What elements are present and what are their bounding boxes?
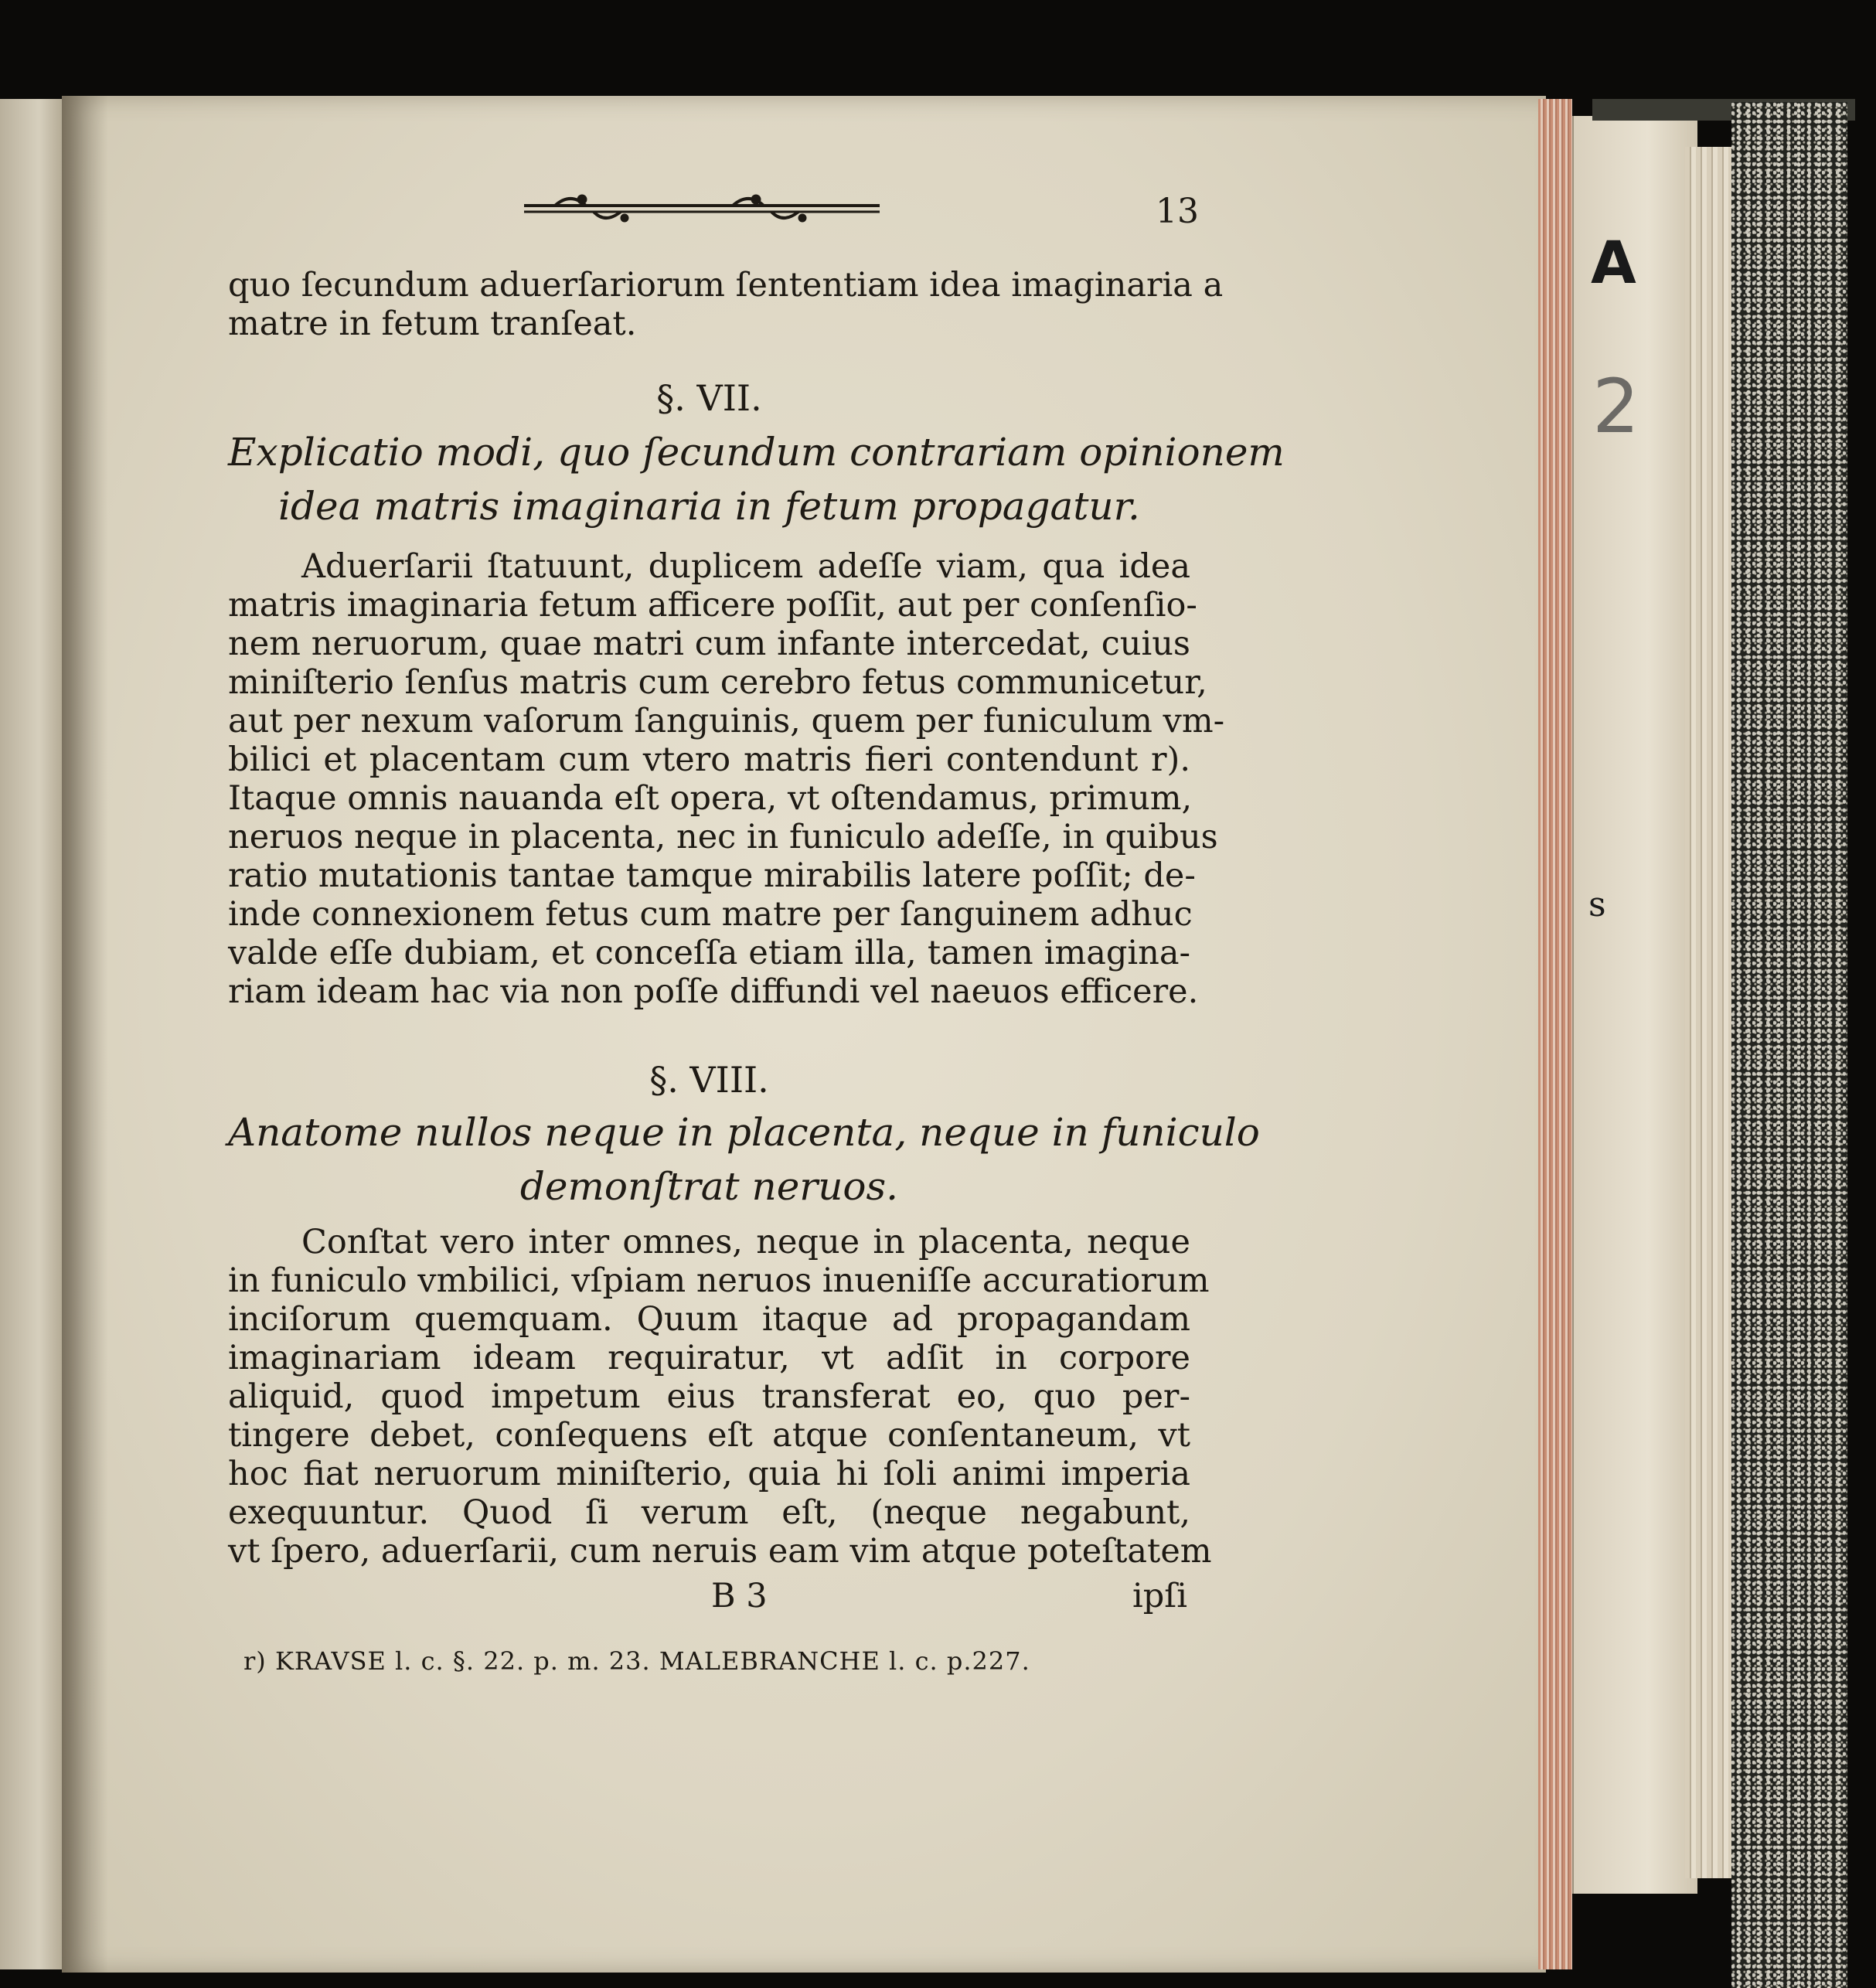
leaf-stack: [1685, 147, 1731, 1878]
text-line: Aduerſarii ſtatuunt, duplicem adeſſe viam, qua idea: [301, 547, 1190, 586]
text-line: inde connexionem fetus cum matre per ſanguinem adhuc: [228, 895, 1193, 934]
tab-handwritten-number: 2: [1592, 363, 1640, 450]
section-heading: idea matris imaginaria in fetum propagatur.: [278, 484, 1140, 529]
text-line: imaginariam ideam requiratur, vt adſit in corpore: [228, 1339, 1190, 1377]
section-number: §. VIII.: [649, 1059, 769, 1101]
text-line: aut per nexum vaſorum ſanguinis, quem per funiculum vm-: [228, 702, 1225, 740]
text-line: tingere debet, conſequens eſt atque conſentaneum, vt: [228, 1416, 1190, 1455]
text-line: inciſorum quemquam. Quum itaque ad propagandam: [228, 1300, 1190, 1339]
text-line: aliquid, quod impetum eius transferat eo, quo per-: [228, 1377, 1190, 1416]
text-line: bilici et placentam cum vtero matris fieri contendunt r).: [228, 740, 1190, 779]
text-line: quo ſecundum aduerſariorum ſententiam idea imaginaria a: [228, 266, 1224, 305]
signature-mark: B 3: [711, 1577, 768, 1615]
text-line: in funiculo vmbilici, vſpiam neruos inueniſſe accuratiorum: [228, 1261, 1210, 1300]
tab-letter: A: [1591, 228, 1636, 297]
text-line: nem neruorum, quae matri cum infante intercedat, cuius: [228, 625, 1190, 663]
text-line: Conſtat vero inter omnes, neque in placenta, neque: [301, 1223, 1190, 1261]
section-heading: Explicatio modi, quo ſecundum contrariam opinionem: [228, 430, 1285, 475]
section-heading: demonſtrat neruos.: [519, 1164, 899, 1209]
section-heading: Anatome nullos neque in placenta, neque in funiculo: [228, 1110, 1260, 1155]
text-line: matris imaginaria fetum afficere poſſit, aut per conſenſio-: [228, 586, 1197, 625]
text-line: ratio mutationis tantae tamque mirabilis latere poſſit; de-: [228, 856, 1196, 895]
gutter-shadow: [62, 96, 108, 1973]
text-line: Itaque omnis nauanda eſt opera, vt oſtendamus, primum,: [228, 779, 1193, 818]
marbled-cover: [1731, 102, 1847, 1988]
ornament-rule: [524, 192, 895, 230]
text-line: neruos neque in placenta, nec in funiculo adeſſe, in quibus: [228, 818, 1218, 856]
page-number: 13: [1156, 192, 1199, 231]
catchword: ipſi: [1132, 1577, 1187, 1615]
section-number: §. VII.: [656, 377, 762, 419]
text-line: vt ſpero, aduerſarii, cum neruis eam vim atque poteſtatem: [228, 1532, 1212, 1571]
previous-page-edge: [0, 99, 71, 1969]
text-line: miniſterio ſenſus matris cum cerebro fetus communicetur,: [228, 663, 1207, 702]
text-line: riam ideam hac via non poſſe diffundi vel naeuos efficere.: [228, 972, 1199, 1011]
text-line: hoc fiat neruorum miniſterio, quia hi ſoli animi imperia: [228, 1455, 1190, 1493]
text-line: exequuntur. Quod ſi verum eſt, (neque negabunt,: [228, 1493, 1190, 1532]
text-line: matre in fetum tranſeat.: [228, 305, 637, 343]
page-edges: [1538, 99, 1572, 1969]
tab-letter-fragment: s: [1588, 885, 1606, 924]
footnote: r) KRAVSE l. c. §. 22. p. m. 23. MALEBRANCHE l. c. p.227.: [243, 1646, 1030, 1676]
text-line: valde eſſe dubiam, et conceſſa etiam illa, tamen imagina-: [228, 934, 1190, 972]
